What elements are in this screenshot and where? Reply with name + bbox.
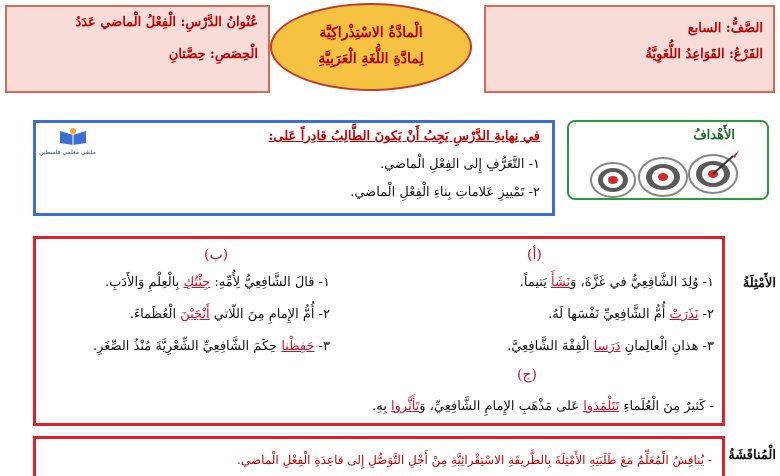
discussion-label: الْمُناقَشَةُ: [728, 448, 776, 463]
example-text: أُمُّ الشَّافِعِيِّ نَفْسَها لَهُ.: [548, 307, 670, 322]
column-a-heading: (أ): [527, 247, 542, 263]
grade-label: الصَّفُّ: السابع: [687, 21, 763, 36]
example-text: يَتيماً.: [519, 275, 551, 290]
example-text: بِالْعِلْمِ وَالأَدَبِ.: [104, 275, 184, 290]
column-b-heading: (ب): [204, 247, 229, 263]
example-text: بِهِ.: [372, 399, 392, 414]
example-text: حِكَمَ الشَّافِعِيِّ الشِّعْرِيَّةَ مُنْذُ الصِّغَرِ.: [92, 339, 282, 354]
example-b-3: [93, 339, 330, 354]
example-text: ٢-: [698, 307, 714, 322]
verb-highlight: دَرَسا: [593, 339, 621, 354]
discussion-box: [33, 436, 725, 476]
example-text: عَلى مَذْهَبِ الإِمامِ الشَّافِعِيِّ، وَ: [419, 399, 584, 414]
objective-item-2: ٢- تَمْييزِ عَلاماتِ بِناءِ الْفِعْلِ الْماضي.: [350, 185, 540, 200]
periods-label: الْحِصَصِ: حِصَّتانِ: [168, 47, 258, 62]
example-text: ٣-: [314, 339, 330, 354]
example-text: الْعُظَماءَ.: [129, 307, 181, 322]
example-text: الْفِقْهَ الشَّافِعِيَّ.: [507, 339, 594, 354]
book-logo-icon: [58, 127, 88, 145]
verb-highlight: أَنْجَبْنَ: [180, 307, 210, 322]
verb-highlight: حَفِظْنا: [281, 339, 315, 354]
goals-label: الأَهْدافُ: [693, 128, 735, 143]
example-text: ١- قالَ الشَّافِعِيُّ لِأُمِّهِ:: [210, 275, 330, 290]
example-text: ٢- أُمُّ الإِمامِ مِنَ اللّاتي: [209, 307, 330, 322]
discussion-text: - يُناقِشُ الْمُعَلِّمُ مَعَ طَلَبَتِهِ الأَمْثِلَةَ بِالطَّريقَةِ الاسْتِقْرائِيَّةِ مِنْ أَجْلِ التَّوَصُّلِ إِلى قاعِدَةِ الْفِعْلِ الْماضي.: [237, 453, 712, 467]
example-b-1: [105, 275, 330, 290]
objective-item-1: ١- التَّعَرُّفِ إِلى الفِعْلِ الْماضي.: [379, 157, 540, 172]
target-icon: [583, 144, 743, 199]
examples-label: الأَمْثِلَةُ: [742, 276, 776, 291]
subject-subtitle: لِمادَّةِ اللُّغَةِ الْعَرَبِيَّةِ: [318, 51, 424, 67]
verb-highlight: جِئْتُكِ: [183, 275, 211, 290]
subject-ellipse: [270, 3, 472, 91]
objectives-box: [33, 120, 555, 216]
header-left-box: [5, 5, 270, 93]
example-a-3: [507, 339, 714, 354]
branch-label: الفَرْعُ: القَوَاعِدُ اللُّغَوِيَّةُ: [645, 47, 763, 62]
example-b-2: [130, 307, 330, 322]
example-text: ١- وُلِدَ الشَّافِعِيُّ في غَزَّةَ، وَ: [570, 275, 714, 290]
example-c-1: [372, 399, 714, 414]
examples-box: [33, 236, 725, 426]
verb-highlight: تَتَلْمَذوا: [583, 399, 620, 414]
objectives-intro: في نِهايةِ الدَّرْسِ يَجِبُ أَنْ يَكونَ الطَّالِبُ قادِراً عَلى:: [268, 129, 540, 144]
lesson-title: عُنْوانُ الدَّرْسِ: الْفِعْلُ الْماضي عَدَدُ: [75, 15, 258, 30]
logo-text: ملتقى معلمي فلسطين: [39, 149, 96, 156]
verb-highlight: نَشَأَ: [550, 275, 571, 290]
example-text: ٣- هذانِ الْعالِمانِ: [620, 339, 714, 354]
verb-highlight: تَأَثَّروا: [391, 399, 420, 414]
example-a-1: [520, 275, 714, 290]
goals-box: [567, 120, 769, 200]
header-right-box: [484, 5, 775, 93]
subject-title: الْمادَّةُ الاسْتِذْراكِيَّة: [319, 25, 423, 41]
column-c-heading: (ج): [517, 367, 537, 383]
example-text: - كَثيرٌ مِنَ الْعُلَماءِ: [619, 399, 714, 414]
verb-highlight: نَذَرَتْ: [669, 307, 699, 322]
example-a-2: [548, 307, 714, 322]
site-logo: [39, 127, 96, 161]
